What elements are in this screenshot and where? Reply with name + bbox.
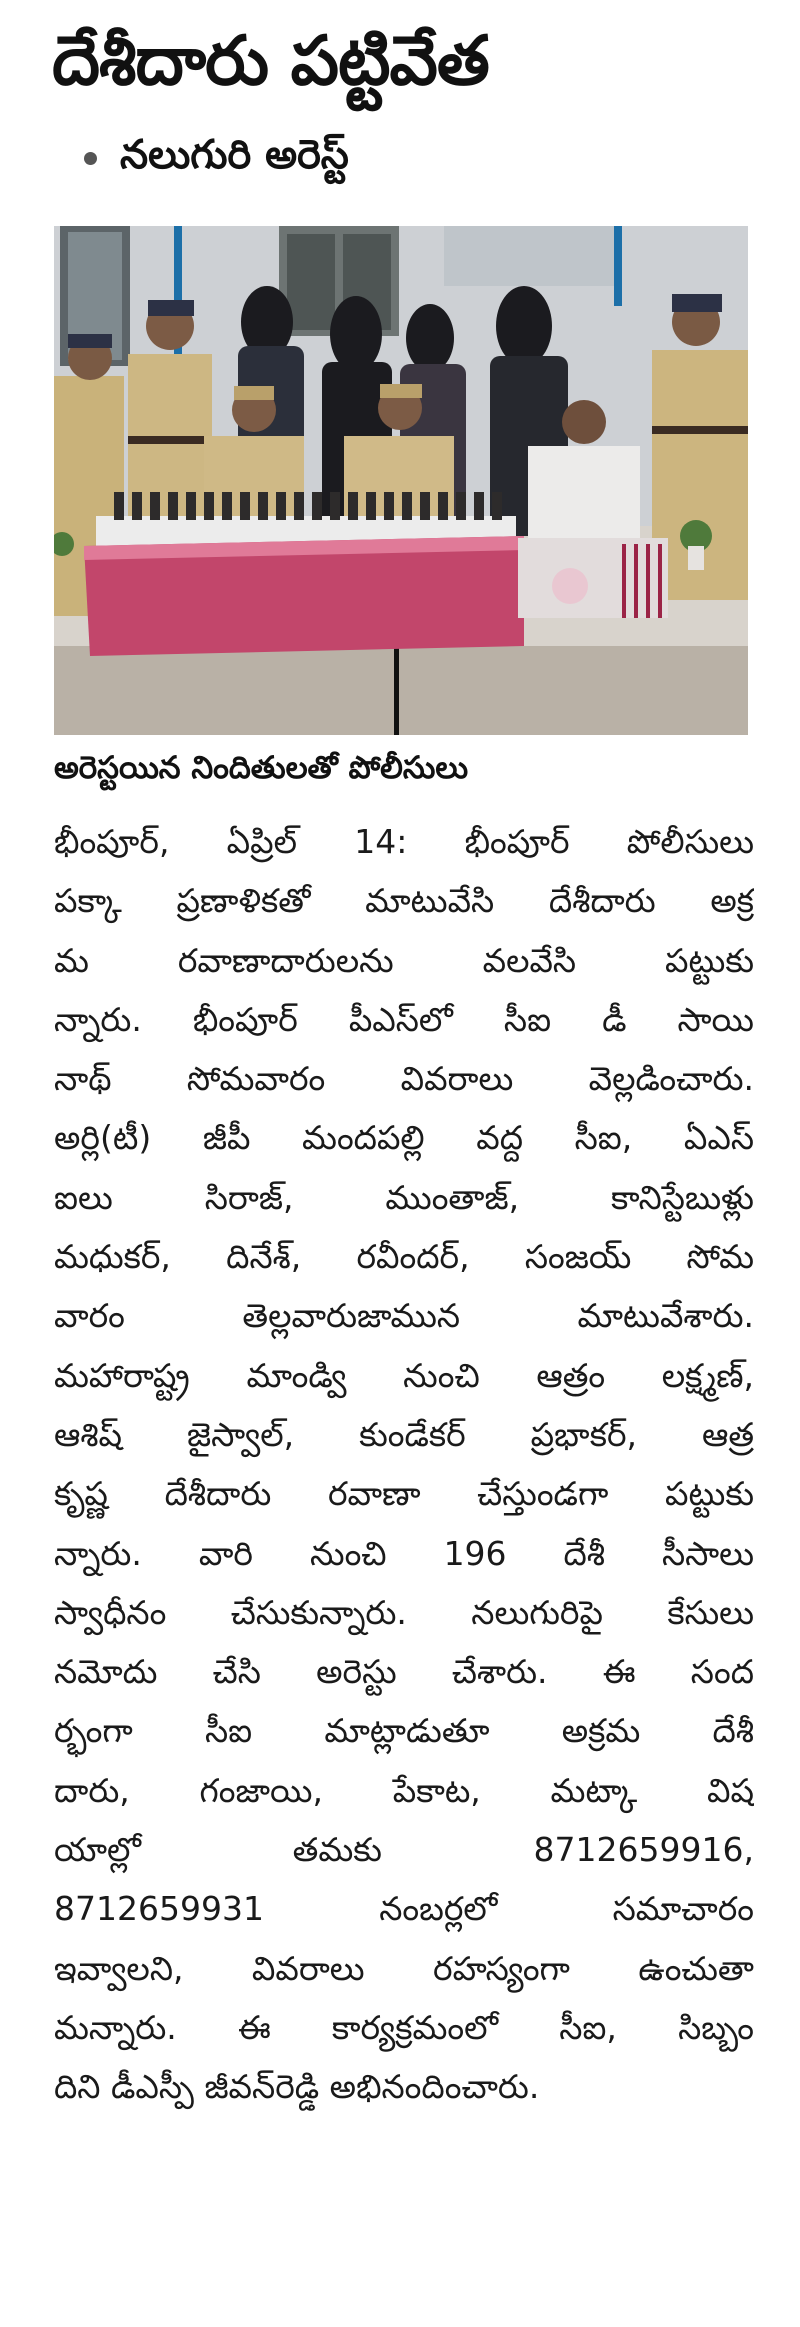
body-line: ఆశిష్ జైస్వాల్, కుండేకర్ ప్రభాకర్, ఆత్ర [54, 1414, 754, 1454]
body-line: న్నారు. భీంపూర్ పీఎస్‌లో సీఐ డీ సాయి [54, 999, 754, 1039]
body-line: అర్లి(టీ) జీపీ మందపల్లి వద్ద సీఐ, ఏఎస్ [54, 1118, 754, 1158]
body-line: నమోదు చేసి అరెస్టు చేశారు. ఈ సంద [54, 1652, 754, 1692]
article-headline: దేశీదారు పట్టివేత [52, 22, 489, 101]
police-press-photo-icon [54, 226, 748, 735]
body-line: వారం తెల్లవారుజామున మాటువేశారు. [54, 1296, 754, 1336]
body-line: కృష్ణ దేశీదారు రవాణా చేస్తుండగా పట్టుకు [54, 1474, 754, 1514]
news-photo [54, 226, 748, 735]
body-line: దారు, గంజాయి, పేకాట, మట్కా విష [54, 1770, 754, 1810]
body-line: పక్కా ప్రణాళికతో మాటువేసి దేశీదారు అక్ర [54, 881, 754, 921]
body-line: మ రవాణాదారులను వలవేసి పట్టుకు [54, 940, 754, 980]
body-line: ఐలు సిరాజ్, ముంతాజ్, కానిస్టేబుళ్లు [54, 1177, 754, 1217]
article-subheadline: నలుగురి అరెస్ట్ [120, 132, 349, 178]
body-line: న్నారు. వారి నుంచి 196 దేశీ సీసాలు [54, 1533, 754, 1573]
body-line: 8712659931 నంబర్లలో సమాచారం [54, 1889, 754, 1929]
body-line: నాథ్ సోమవారం వివరాలు వెల్లడించారు. [54, 1059, 754, 1099]
body-line: యాల్లో తమకు 8712659916, [54, 1830, 754, 1870]
photo-caption: అరెస్టయిన నిందితులతో పోలీసులు [54, 750, 469, 786]
bullet-icon [84, 152, 97, 165]
body-line: మధుకర్, దినేశ్, రవీందర్, సంజయ్ సోమ [54, 1237, 754, 1277]
article-body [54, 812, 754, 2117]
body-line: దిని డీఎస్పీ జీవన్‌రెడ్డి అభినందించారు. [54, 2067, 540, 2107]
body-line: భీంపూర్, ఏప్రిల్ 14: భీంపూర్ పోలీసులు [54, 822, 754, 861]
body-line: మహారాష్ట్ర మాండ్వి నుంచి ఆత్రం లక్ష్మణ్, [54, 1355, 754, 1395]
body-line: మన్నారు. ఈ కార్యక్రమంలో సీఐ, సిబ్బం [54, 2007, 754, 2047]
body-line: స్వాధీనం చేసుకున్నారు. నలుగురిపై కేసులు [54, 1592, 754, 1632]
body-line: ర్భంగా సీఐ మాట్లాడుతూ అక్రమ దేశీ [54, 1711, 754, 1751]
body-line: ఇవ్వాలని, వివరాలు రహస్యంగా ఉంచుతా [54, 1948, 754, 1988]
